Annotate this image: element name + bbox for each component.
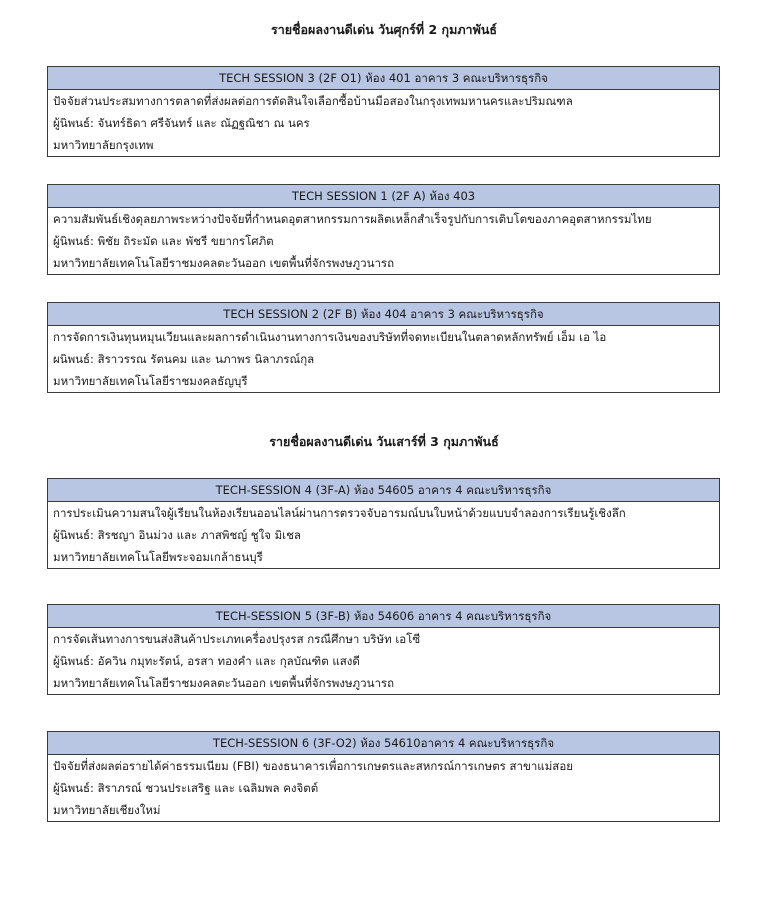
- session-box: [47, 731, 720, 822]
- paper-title: ปัจจัยที่ส่งผลต่อรายได้ค่าธรรมเนียม (FBI) ของธนาคารเพื่อการเกษตรและสหกรณ์การเกษตร สาขาแม่สอย: [53, 759, 573, 773]
- session-header: TECH SESSION 2 (2F B) ห้อง 404 อาคาร 3 คณะบริหารธุรกิจ: [48, 303, 719, 326]
- paper-title: ความสัมพันธ์เชิงดุลยภาพระหว่างปัจจัยที่กำหนดอุตสาหกรรมการผลิตเหล็กสำเร็จรูปกับการเติบโตของภาคอุตสาหกรรมไทย: [53, 212, 652, 226]
- paper-university: มหาวิทยาลัยกรุงเทพ: [53, 138, 154, 152]
- paper-title: การประเมินความสนใจผู้เรียนในห้องเรียนออนไลน์ผ่านการตรวจจับอารมณ์บนใบหน้าด้วยแบบจำลองการเรียนรู้เชิงลึก: [53, 506, 626, 520]
- paper-title: ปัจจัยส่วนประสมทางการตลาดที่ส่งผลต่อการตัดสินใจเลือกซื้อบ้านมือสองในกรุงเทพมหานครและปริมณฑล: [53, 94, 573, 108]
- session-box: [47, 478, 720, 569]
- paper-university: มหาวิทยาลัยเทคโนโลยีราชมงคลตะวันออก เขตพื้นที่จักรพงษภูวนารถ: [53, 676, 395, 690]
- session-box: [47, 604, 720, 695]
- session-box: [47, 184, 720, 275]
- paper-authors: ผู้นิพนธ์: สิราภรณ์ ชวนประเสริฐ และ เฉลิมพล คงจิตต์: [53, 781, 319, 795]
- paper-authors: ผู้นิพนธ์: พิชัย ถิระมัด และ พัชรี ขยากรโศภิต: [53, 234, 274, 248]
- session-box: [47, 66, 720, 157]
- paper-university: มหาวิทยาลัยเทคโนโลยีราชมงคลธัญบุรี: [53, 374, 248, 388]
- day-title-saturday: รายชื่อผลงานดีเด่น วันเสาร์ที่ 3 กุมภาพันธ์: [269, 434, 499, 449]
- paper-university: มหาวิทยาลัยเทคโนโลยีราชมงคลตะวันออก เขตพื้นที่จักรพงษภูวนารถ: [53, 256, 395, 270]
- session-header: TECH SESSION 1 (2F A) ห้อง 403: [48, 185, 719, 208]
- paper-university: มหาวิทยาลัยเชียงใหม่: [53, 803, 161, 817]
- session-header: TECH SESSION 3 (2F O1) ห้อง 401 อาคาร 3 คณะบริหารธุรกิจ: [48, 67, 719, 90]
- session-box: [47, 302, 720, 393]
- paper-university: มหาวิทยาลัยเทคโนโลยีพระจอมเกล้าธนบุรี: [53, 550, 263, 564]
- paper-authors: ผนิพนธ์: สิราวรรณ รัตนคม และ นภาพร นิลาภรณ์กุล: [53, 352, 315, 366]
- session-header: TECH-SESSION 5 (3F-B) ห้อง 54606 อาคาร 4 คณะบริหารธุรกิจ: [48, 605, 719, 628]
- paper-authors: ผู้นิพนธ์: อัควิน กมุทะรัตน์, อรสา ทองคำ และ กุลบัณฑิต แสงดี: [53, 654, 360, 668]
- paper-title: การจัดการเงินทุนหมุนเวียนและผลการดำเนินงานทางการเงินของบริษัทที่จดทะเบียนในตลาดหลักทรัพย์ เอ็ม เอ ไอ: [53, 330, 607, 344]
- paper-authors: ผู้นิพนธ์: สิรชญา อินม่วง และ ภาสพิชญ์ ชูใจ มิเชล: [53, 528, 301, 542]
- day-title-friday: รายชื่อผลงานดีเด่น วันศุกร์ที่ 2 กุมภาพันธ์: [270, 22, 497, 37]
- paper-title: การจัดเส้นทางการขนส่งสินค้าประเภทเครื่องปรุงรส กรณีศึกษา บริษัท เอโซี: [53, 632, 421, 646]
- paper-authors: ผู้นิพนธ์: จันทร์ธิดา ศรีจันทร์ และ ณัฏฐณิชา ณ นคร: [53, 116, 310, 130]
- session-header: TECH-SESSION 4 (3F-A) ห้อง 54605 อาคาร 4 คณะบริหารธุรกิจ: [48, 479, 719, 502]
- session-header: TECH-SESSION 6 (3F-O2) ห้อง 54610อาคาร 4 คณะบริหารธุรกิจ: [48, 732, 719, 755]
